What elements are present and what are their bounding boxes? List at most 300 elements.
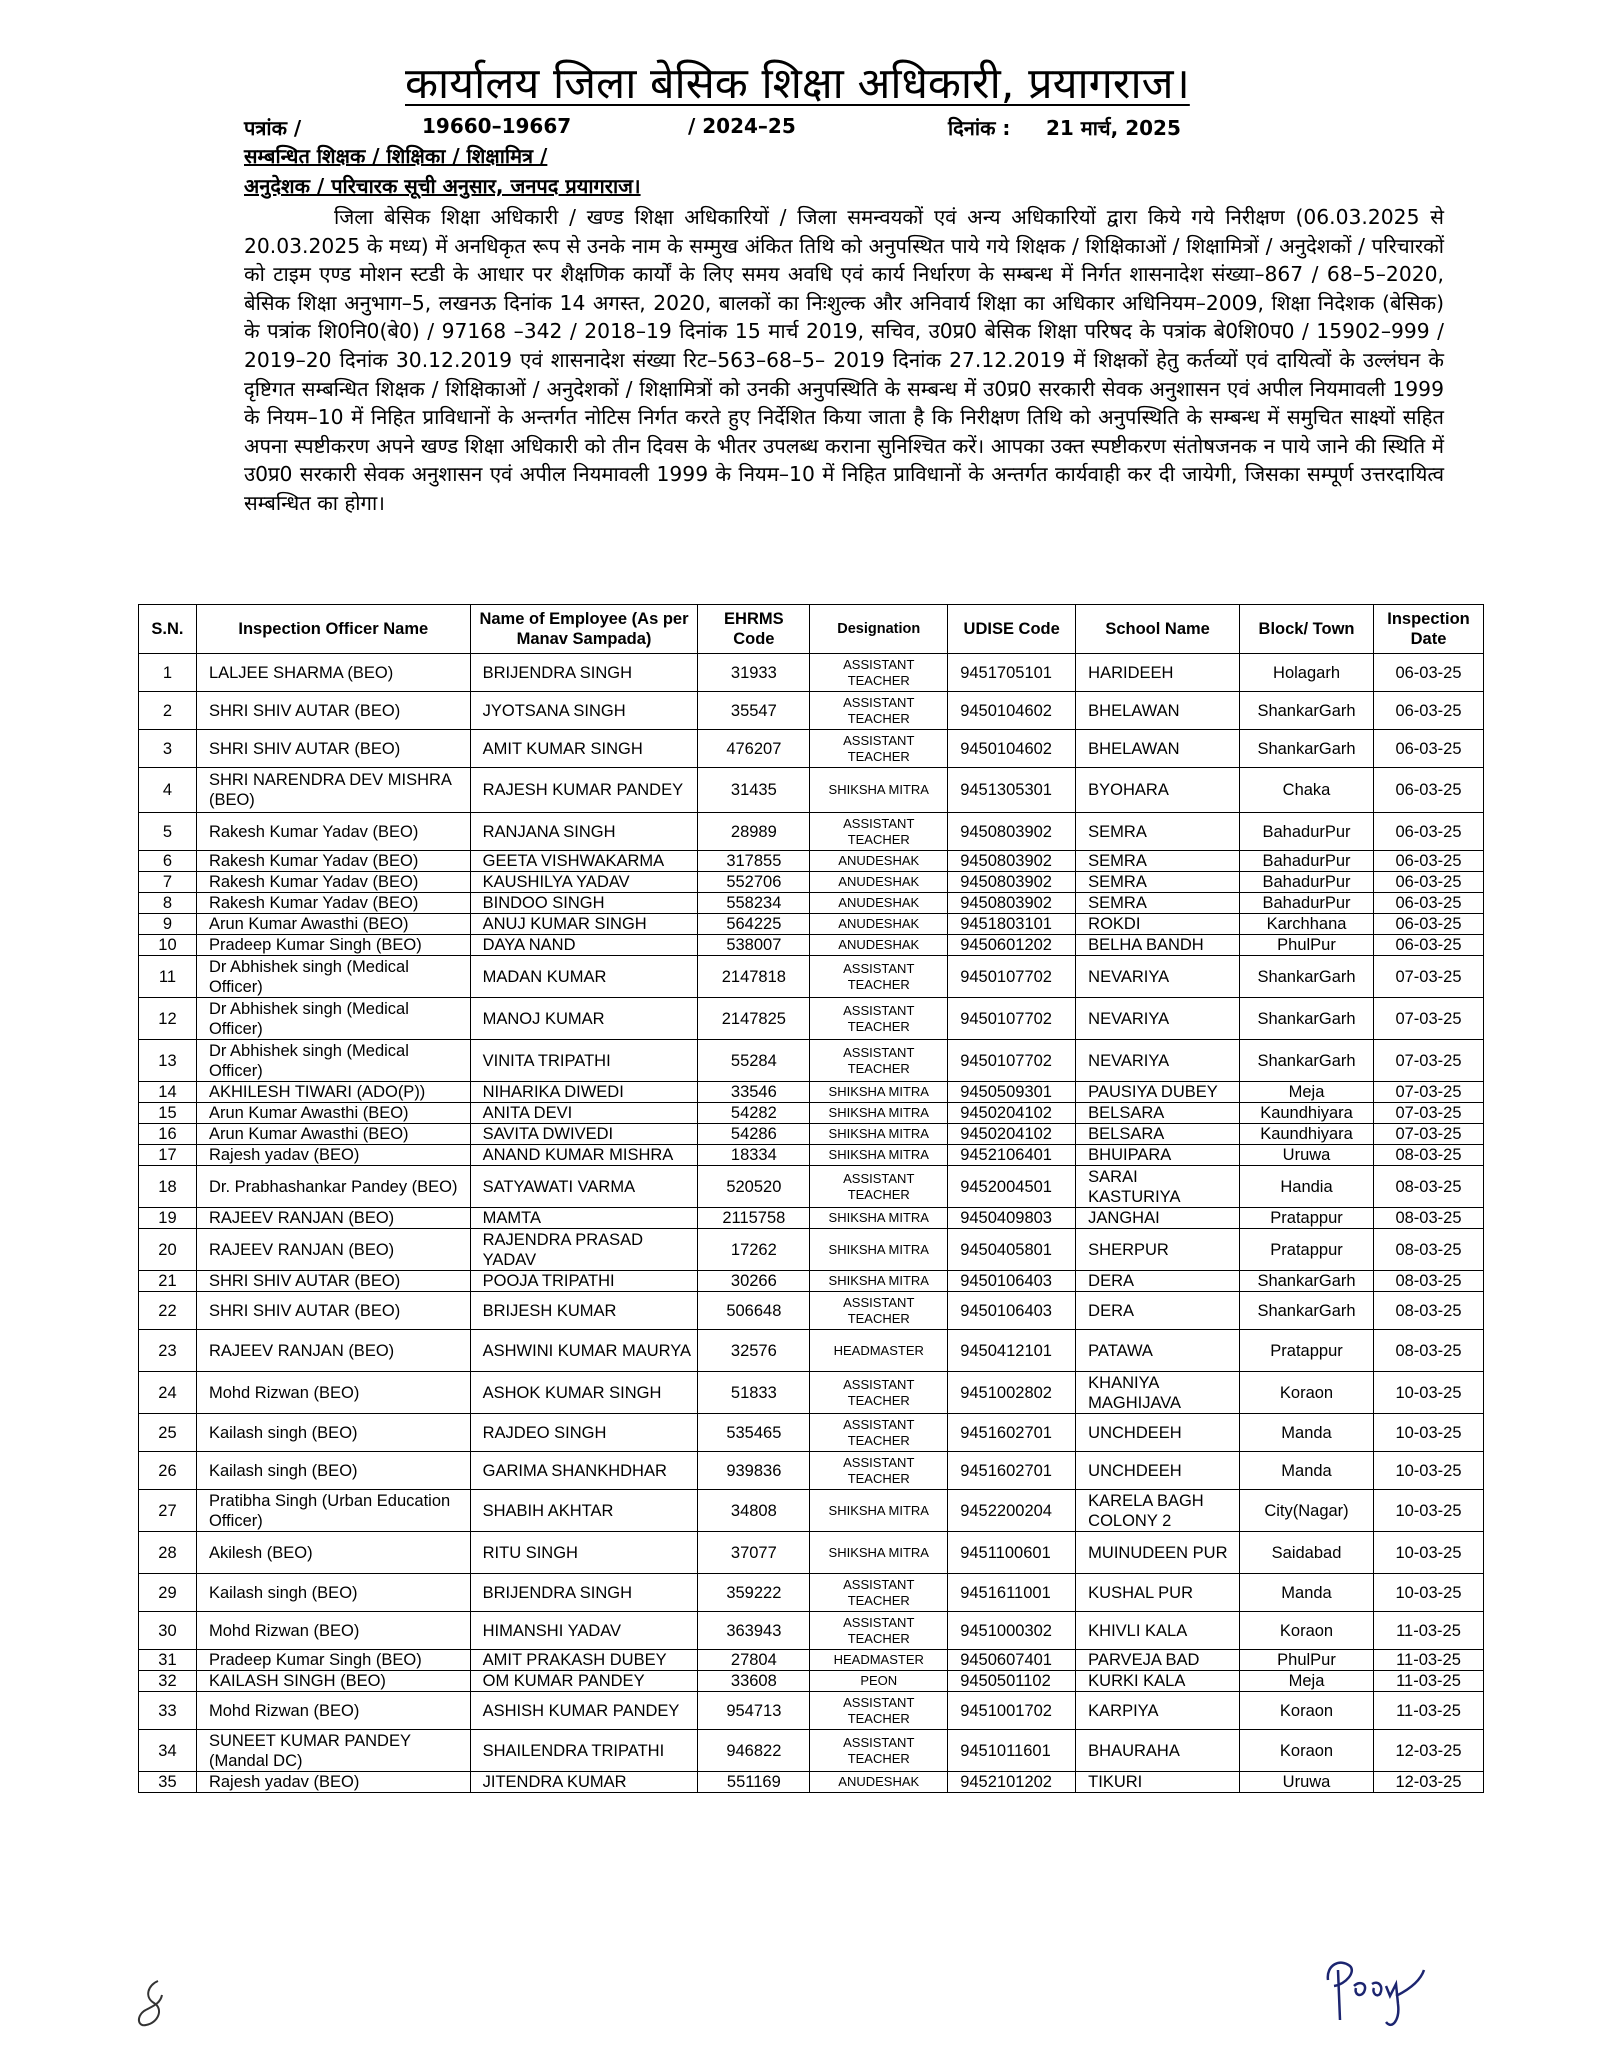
cell-ehrms: 55284 bbox=[698, 1040, 810, 1082]
cell-udise: 9451602701 bbox=[948, 1452, 1076, 1490]
cell-employee: SATYAWATI VARMA bbox=[470, 1166, 698, 1208]
cell-udise: 9450803902 bbox=[948, 893, 1076, 914]
cell-sn: 31 bbox=[139, 1650, 197, 1671]
cell-date: 12-03-25 bbox=[1373, 1772, 1483, 1793]
cell-ehrms: 31933 bbox=[698, 654, 810, 692]
cell-employee: AMIT PRAKASH DUBEY bbox=[470, 1650, 698, 1671]
table-row bbox=[139, 1082, 1484, 1103]
cell-school: KURKI KALA bbox=[1076, 1671, 1240, 1692]
cell-date: 06-03-25 bbox=[1373, 692, 1483, 730]
cell-officer: Rajesh yadav (BEO) bbox=[196, 1145, 470, 1166]
cell-udise: 9452101202 bbox=[948, 1772, 1076, 1793]
table-row bbox=[139, 1414, 1484, 1452]
cell-officer: Rakesh Kumar Yadav (BEO) bbox=[196, 851, 470, 872]
cell-block: ShankarGarh bbox=[1240, 1292, 1374, 1330]
cell-ehrms: 506648 bbox=[698, 1292, 810, 1330]
cell-ehrms: 2115758 bbox=[698, 1208, 810, 1229]
cell-school: SEMRA bbox=[1076, 813, 1240, 851]
table-row bbox=[139, 893, 1484, 914]
cell-designation: ANUDESHAK bbox=[810, 872, 948, 893]
cell-ehrms: 30266 bbox=[698, 1271, 810, 1292]
cell-udise: 9450107702 bbox=[948, 1040, 1076, 1082]
table-row bbox=[139, 1208, 1484, 1229]
cell-ehrms: 2147825 bbox=[698, 998, 810, 1040]
cell-block: Kaundhiyara bbox=[1240, 1103, 1374, 1124]
cell-block: Saidabad bbox=[1240, 1532, 1374, 1574]
table-header-row bbox=[139, 605, 1484, 654]
cell-ehrms: 32576 bbox=[698, 1330, 810, 1372]
table-row bbox=[139, 1372, 1484, 1414]
cell-ehrms: 37077 bbox=[698, 1532, 810, 1574]
cell-school: SEMRA bbox=[1076, 893, 1240, 914]
cell-sn: 1 bbox=[139, 654, 197, 692]
cell-school: DERA bbox=[1076, 1271, 1240, 1292]
cell-block: Holagarh bbox=[1240, 654, 1374, 692]
cell-officer: Rajesh yadav (BEO) bbox=[196, 1772, 470, 1793]
cell-officer: SHRI NARENDRA DEV MISHRA (BEO) bbox=[196, 768, 470, 813]
cell-block: PhulPur bbox=[1240, 1650, 1374, 1671]
cell-employee: SHAILENDRA TRIPATHI bbox=[470, 1730, 698, 1772]
officer-signature bbox=[1320, 1940, 1430, 2060]
cell-school: KHANIYA MAGHIJAVA bbox=[1076, 1372, 1240, 1414]
cell-officer: Arun Kumar Awasthi (BEO) bbox=[196, 1103, 470, 1124]
table-row bbox=[139, 1612, 1484, 1650]
table-row bbox=[139, 1145, 1484, 1166]
cell-employee: RANJANA SINGH bbox=[470, 813, 698, 851]
cell-ehrms: 2147818 bbox=[698, 956, 810, 998]
cell-designation: ASSISTANT TEACHER bbox=[810, 1040, 948, 1082]
cell-sn: 9 bbox=[139, 914, 197, 935]
table-row bbox=[139, 1532, 1484, 1574]
cell-block: Koraon bbox=[1240, 1730, 1374, 1772]
table-row bbox=[139, 1040, 1484, 1082]
absentee-table bbox=[138, 604, 1484, 1793]
cell-employee: SHABIH AKHTAR bbox=[470, 1490, 698, 1532]
table-row bbox=[139, 1271, 1484, 1292]
cell-officer: SHRI SHIV AUTAR (BEO) bbox=[196, 1292, 470, 1330]
table-row bbox=[139, 1229, 1484, 1271]
cell-officer: Mohd Rizwan (BEO) bbox=[196, 1692, 470, 1730]
cell-ehrms: 33546 bbox=[698, 1082, 810, 1103]
col-header-ehrms: EHRMS Code bbox=[698, 605, 810, 654]
cell-ehrms: 552706 bbox=[698, 872, 810, 893]
cell-udise: 9451705101 bbox=[948, 654, 1076, 692]
cell-employee: OM KUMAR PANDEY bbox=[470, 1671, 698, 1692]
cell-date: 11-03-25 bbox=[1373, 1650, 1483, 1671]
cell-designation: ASSISTANT TEACHER bbox=[810, 692, 948, 730]
cell-block: Koraon bbox=[1240, 1612, 1374, 1650]
cell-sn: 8 bbox=[139, 893, 197, 914]
table-row bbox=[139, 914, 1484, 935]
cell-designation: ASSISTANT TEACHER bbox=[810, 1730, 948, 1772]
cell-school: KARPIYA bbox=[1076, 1692, 1240, 1730]
notice-body: जिला बेसिक शिक्षा अधिकारी / खण्ड शिक्षा अधिकारियों / जिला समन्वयकों एवं अन्य अधिकारियों द्वारा किये गये निरीक्षण (06.03.2025 से 20.03.2025 के मध्य) में अनधिकृत रूप से उनके नाम के सम्मुख अंकित तिथि को अनुपस्थित पाये गये शिक्षक / शिक्षिकाओं / शिक्षामित्रों / अनुदेशकों / परिचारकों को टाइम एण्ड मोशन स्टडी के आधार पर शैक्षणिक कार्यों के लिए समय अवधि एवं कार्य निर्धारण के सम्बन्ध में निर्गत शासनादेश संख्या–867 / 68–5–2020, बेसिक शिक्षा अनुभाग–5, लखनऊ दिनांक 14 अगस्त, 2020, बालकों का निःशुल्क और अनिवार्य शिक्षा का अधिकार अधिनियम–2009, शिक्षा निदेशक (बेसिक) के पत्रांक शि0नि0(बे0) / 97168 –342 / 2018–19 दिनांक 15 मार्च 2019, सचिव, उ0प्र0 बेसिक शिक्षा परिषद के पत्रांक बे0शि0प0 / 15902–999 / 2019–20 दिनांक 30.12.2019 एवं शासनादेश संख्या रिट–563–68–5– 2019 दिनांक 27.12.2019 में शिक्षकों हेतु कर्तव्यों एवं दायित्वों के उल्लंघन के दृष्टिगत सम्बन्धित शिक्षक / शिक्षिकाओं / अनुदेशकों / शिक्षामित्रों को उनकी अनुपस्थिति के सम्बन्ध में उ0प्र0 सरकारी सेवक अनुशासन एवं अपील नियमावली 1999 के नियम–10 में निहित प्राविधानों के अन्तर्गत नोटिस निर्गत करते हुए निर्देशित किया जाता है कि निरीक्षण तिथि को अनुपस्थिति के सम्बन्ध में समुचित साक्ष्यों सहित अपना स्पष्टीकरण अपने खण्ड शिक्षा अधिकारी को तीन दिवस के भीतर उपलब्ध कराना सुनिश्चित करें। आपका उक्त स्पष्टीकरण संतोषजनक न पाये जाने की स्थिति में उ0प्र0 सरकारी सेवक अनुशासन एवं अपील नियमावली 1999 के नियम–10 में निहित प्राविधानों के अन्तर्गत कार्यवाही कर दी जायेगी, जिसका सम्पूर्ण उत्तरदायित्व सम्बन्धित का होगा। bbox=[244, 205, 1444, 515]
cell-date: 10-03-25 bbox=[1373, 1490, 1483, 1532]
table-row bbox=[139, 1650, 1484, 1671]
cell-employee: BRIJESH KUMAR bbox=[470, 1292, 698, 1330]
cell-designation: SHIKSHA MITRA bbox=[810, 1271, 948, 1292]
cell-block: Uruwa bbox=[1240, 1145, 1374, 1166]
cell-employee: RAJESH KUMAR PANDEY bbox=[470, 768, 698, 813]
cell-employee: HIMANSHI YADAV bbox=[470, 1612, 698, 1650]
cell-block: ShankarGarh bbox=[1240, 692, 1374, 730]
cell-officer: SUNEET KUMAR PANDEY (Mandal DC) bbox=[196, 1730, 470, 1772]
cell-sn: 10 bbox=[139, 935, 197, 956]
cell-date: 10-03-25 bbox=[1373, 1532, 1483, 1574]
table-row bbox=[139, 1772, 1484, 1793]
cell-ehrms: 946822 bbox=[698, 1730, 810, 1772]
cell-designation: SHIKSHA MITRA bbox=[810, 1208, 948, 1229]
cell-sn: 29 bbox=[139, 1574, 197, 1612]
col-header-sn: S.N. bbox=[139, 605, 197, 654]
cell-udise: 9450106403 bbox=[948, 1292, 1076, 1330]
cell-udise: 9450204102 bbox=[948, 1103, 1076, 1124]
cell-ehrms: 939836 bbox=[698, 1452, 810, 1490]
cell-officer: Rakesh Kumar Yadav (BEO) bbox=[196, 893, 470, 914]
cell-sn: 14 bbox=[139, 1082, 197, 1103]
ref-year: / 2024–25 bbox=[688, 114, 796, 138]
cell-block: Manda bbox=[1240, 1452, 1374, 1490]
cell-employee: ASHOK KUMAR SINGH bbox=[470, 1372, 698, 1414]
cell-designation: SHIKSHA MITRA bbox=[810, 1145, 948, 1166]
cell-ehrms: 476207 bbox=[698, 730, 810, 768]
cell-sn: 13 bbox=[139, 1040, 197, 1082]
initial-mark bbox=[128, 1975, 178, 2035]
cell-block: Koraon bbox=[1240, 1692, 1374, 1730]
cell-date: 06-03-25 bbox=[1373, 872, 1483, 893]
cell-block: Pratappur bbox=[1240, 1330, 1374, 1372]
cell-ehrms: 54282 bbox=[698, 1103, 810, 1124]
cell-block: Meja bbox=[1240, 1082, 1374, 1103]
cell-sn: 33 bbox=[139, 1692, 197, 1730]
table-row bbox=[139, 1103, 1484, 1124]
table-row bbox=[139, 654, 1484, 692]
cell-school: KUSHAL PUR bbox=[1076, 1574, 1240, 1612]
cell-employee: ASHWINI KUMAR MAURYA bbox=[470, 1330, 698, 1372]
cell-designation: ASSISTANT TEACHER bbox=[810, 1166, 948, 1208]
cell-ehrms: 27804 bbox=[698, 1650, 810, 1671]
table-row bbox=[139, 813, 1484, 851]
cell-employee: JITENDRA KUMAR bbox=[470, 1772, 698, 1793]
cell-designation: ANUDESHAK bbox=[810, 893, 948, 914]
cell-date: 08-03-25 bbox=[1373, 1292, 1483, 1330]
cell-officer: KAILASH SINGH (BEO) bbox=[196, 1671, 470, 1692]
table-row bbox=[139, 1671, 1484, 1692]
cell-udise: 9451100601 bbox=[948, 1532, 1076, 1574]
cell-date: 12-03-25 bbox=[1373, 1730, 1483, 1772]
cell-block: ShankarGarh bbox=[1240, 1040, 1374, 1082]
cell-ehrms: 33608 bbox=[698, 1671, 810, 1692]
cell-udise: 9450509301 bbox=[948, 1082, 1076, 1103]
cell-date: 11-03-25 bbox=[1373, 1671, 1483, 1692]
table-row bbox=[139, 1166, 1484, 1208]
cell-block: ShankarGarh bbox=[1240, 1271, 1374, 1292]
cell-udise: 9450501102 bbox=[948, 1671, 1076, 1692]
cell-date: 08-03-25 bbox=[1373, 1271, 1483, 1292]
cell-employee: VINITA TRIPATHI bbox=[470, 1040, 698, 1082]
cell-date: 11-03-25 bbox=[1373, 1692, 1483, 1730]
table-row bbox=[139, 1574, 1484, 1612]
cell-date: 07-03-25 bbox=[1373, 1040, 1483, 1082]
cell-block: Manda bbox=[1240, 1574, 1374, 1612]
cell-date: 10-03-25 bbox=[1373, 1574, 1483, 1612]
cell-ehrms: 954713 bbox=[698, 1692, 810, 1730]
cell-block: Pratappur bbox=[1240, 1208, 1374, 1229]
table-row bbox=[139, 998, 1484, 1040]
cell-udise: 9450803902 bbox=[948, 813, 1076, 851]
cell-sn: 6 bbox=[139, 851, 197, 872]
cell-officer: RAJEEV RANJAN (BEO) bbox=[196, 1330, 470, 1372]
cell-officer: Dr Abhishek singh (Medical Officer) bbox=[196, 1040, 470, 1082]
cell-designation: SHIKSHA MITRA bbox=[810, 1229, 948, 1271]
cell-udise: 9451001702 bbox=[948, 1692, 1076, 1730]
cell-designation: ASSISTANT TEACHER bbox=[810, 730, 948, 768]
table-row bbox=[139, 935, 1484, 956]
cell-school: KARELA BAGH COLONY 2 bbox=[1076, 1490, 1240, 1532]
subject-line-2: अनुदेशक / परिचारक सूची अनुसार, जनपद प्रयागराज। bbox=[244, 174, 641, 198]
table-row bbox=[139, 851, 1484, 872]
cell-sn: 12 bbox=[139, 998, 197, 1040]
cell-block: Pratappur bbox=[1240, 1229, 1374, 1271]
cell-date: 06-03-25 bbox=[1373, 730, 1483, 768]
cell-designation: ANUDESHAK bbox=[810, 935, 948, 956]
cell-ehrms: 564225 bbox=[698, 914, 810, 935]
cell-sn: 34 bbox=[139, 1730, 197, 1772]
cell-udise: 9450803902 bbox=[948, 872, 1076, 893]
cell-block: Kaundhiyara bbox=[1240, 1124, 1374, 1145]
cell-employee: BINDOO SINGH bbox=[470, 893, 698, 914]
cell-ehrms: 34808 bbox=[698, 1490, 810, 1532]
cell-designation: SHIKSHA MITRA bbox=[810, 1082, 948, 1103]
table-row bbox=[139, 730, 1484, 768]
date-value: 21 मार्च, 2025 bbox=[1046, 116, 1181, 140]
cell-block: BahadurPur bbox=[1240, 851, 1374, 872]
cell-school: BYOHARA bbox=[1076, 768, 1240, 813]
cell-udise: 9451011601 bbox=[948, 1730, 1076, 1772]
cell-sn: 25 bbox=[139, 1414, 197, 1452]
cell-ehrms: 17262 bbox=[698, 1229, 810, 1271]
cell-sn: 24 bbox=[139, 1372, 197, 1414]
cell-designation: ASSISTANT TEACHER bbox=[810, 1452, 948, 1490]
cell-officer: Dr. Prabhashankar Pandey (BEO) bbox=[196, 1166, 470, 1208]
cell-date: 08-03-25 bbox=[1373, 1229, 1483, 1271]
cell-employee: POOJA TRIPATHI bbox=[470, 1271, 698, 1292]
cell-school: KHIVLI KALA bbox=[1076, 1612, 1240, 1650]
cell-employee: SAVITA DWIVEDI bbox=[470, 1124, 698, 1145]
col-header-school: School Name bbox=[1076, 605, 1240, 654]
cell-block: BahadurPur bbox=[1240, 872, 1374, 893]
cell-employee: RITU SINGH bbox=[470, 1532, 698, 1574]
cell-date: 06-03-25 bbox=[1373, 654, 1483, 692]
cell-date: 07-03-25 bbox=[1373, 956, 1483, 998]
cell-employee: NIHARIKA DIWEDI bbox=[470, 1082, 698, 1103]
cell-officer: SHRI SHIV AUTAR (BEO) bbox=[196, 730, 470, 768]
cell-officer: Kailash singh (BEO) bbox=[196, 1414, 470, 1452]
cell-school: UNCHDEEH bbox=[1076, 1414, 1240, 1452]
cell-udise: 9451305301 bbox=[948, 768, 1076, 813]
cell-designation: ASSISTANT TEACHER bbox=[810, 1372, 948, 1414]
cell-udise: 9450106403 bbox=[948, 1271, 1076, 1292]
cell-block: BahadurPur bbox=[1240, 813, 1374, 851]
cell-block: Koraon bbox=[1240, 1372, 1374, 1414]
cell-date: 07-03-25 bbox=[1373, 998, 1483, 1040]
office-title: कार्यालय जिला बेसिक शिक्षा अधिकारी, प्रयागराज। bbox=[405, 59, 1190, 109]
cell-school: UNCHDEEH bbox=[1076, 1452, 1240, 1490]
cell-school: BHELAWAN bbox=[1076, 730, 1240, 768]
cell-sn: 2 bbox=[139, 692, 197, 730]
cell-sn: 11 bbox=[139, 956, 197, 998]
cell-officer: Rakesh Kumar Yadav (BEO) bbox=[196, 872, 470, 893]
cell-school: PATAWA bbox=[1076, 1330, 1240, 1372]
cell-school: JANGHAI bbox=[1076, 1208, 1240, 1229]
cell-officer: Arun Kumar Awasthi (BEO) bbox=[196, 1124, 470, 1145]
cell-school: SARAI KASTURIYA bbox=[1076, 1166, 1240, 1208]
cell-employee: ASHISH KUMAR PANDEY bbox=[470, 1692, 698, 1730]
table-row bbox=[139, 1124, 1484, 1145]
ref-label: पत्रांक / bbox=[244, 116, 302, 140]
table-row bbox=[139, 1490, 1484, 1532]
cell-udise: 9452004501 bbox=[948, 1166, 1076, 1208]
cell-sn: 16 bbox=[139, 1124, 197, 1145]
cell-school: NEVARIYA bbox=[1076, 1040, 1240, 1082]
cell-school: BELSARA bbox=[1076, 1103, 1240, 1124]
cell-udise: 9450104602 bbox=[948, 730, 1076, 768]
cell-designation: ANUDESHAK bbox=[810, 851, 948, 872]
cell-udise: 9452200204 bbox=[948, 1490, 1076, 1532]
cell-officer: SHRI SHIV AUTAR (BEO) bbox=[196, 1271, 470, 1292]
cell-officer: RAJEEV RANJAN (BEO) bbox=[196, 1208, 470, 1229]
cell-block: City(Nagar) bbox=[1240, 1490, 1374, 1532]
cell-block: Uruwa bbox=[1240, 1772, 1374, 1793]
table-row bbox=[139, 1330, 1484, 1372]
cell-officer: AKHILESH TIWARI (ADO(P)) bbox=[196, 1082, 470, 1103]
cell-date: 07-03-25 bbox=[1373, 1103, 1483, 1124]
cell-officer: Rakesh Kumar Yadav (BEO) bbox=[196, 813, 470, 851]
cell-school: BHELAWAN bbox=[1076, 692, 1240, 730]
cell-designation: HEADMASTER bbox=[810, 1330, 948, 1372]
cell-sn: 17 bbox=[139, 1145, 197, 1166]
cell-employee: ANUJ KUMAR SINGH bbox=[470, 914, 698, 935]
cell-employee: JYOTSANA SINGH bbox=[470, 692, 698, 730]
cell-designation: ANUDESHAK bbox=[810, 914, 948, 935]
cell-employee: AMIT KUMAR SINGH bbox=[470, 730, 698, 768]
cell-school: DERA bbox=[1076, 1292, 1240, 1330]
col-header-employee: Name of Employee (As per Manav Sampada) bbox=[470, 605, 698, 654]
cell-block: ShankarGarh bbox=[1240, 730, 1374, 768]
cell-officer: Mohd Rizwan (BEO) bbox=[196, 1372, 470, 1414]
cell-sn: 18 bbox=[139, 1166, 197, 1208]
cell-employee: BRIJENDRA SINGH bbox=[470, 654, 698, 692]
cell-udise: 9450204102 bbox=[948, 1124, 1076, 1145]
cell-date: 10-03-25 bbox=[1373, 1372, 1483, 1414]
cell-school: SEMRA bbox=[1076, 851, 1240, 872]
cell-designation: SHIKSHA MITRA bbox=[810, 1124, 948, 1145]
cell-employee: ANAND KUMAR MISHRA bbox=[470, 1145, 698, 1166]
cell-udise: 9450409803 bbox=[948, 1208, 1076, 1229]
cell-employee: GEETA VISHWAKARMA bbox=[470, 851, 698, 872]
cell-date: 07-03-25 bbox=[1373, 1124, 1483, 1145]
cell-date: 06-03-25 bbox=[1373, 813, 1483, 851]
ref-number: 19660–19667 bbox=[422, 114, 572, 138]
cell-udise: 9451602701 bbox=[948, 1414, 1076, 1452]
cell-school: BHAURAHA bbox=[1076, 1730, 1240, 1772]
cell-employee: RAJDEO SINGH bbox=[470, 1414, 698, 1452]
cell-sn: 26 bbox=[139, 1452, 197, 1490]
cell-date: 07-03-25 bbox=[1373, 1082, 1483, 1103]
table-row bbox=[139, 692, 1484, 730]
cell-designation: ASSISTANT TEACHER bbox=[810, 1692, 948, 1730]
cell-ehrms: 558234 bbox=[698, 893, 810, 914]
cell-school: NEVARIYA bbox=[1076, 956, 1240, 998]
cell-employee: ANITA DEVI bbox=[470, 1103, 698, 1124]
cell-officer: Kailash singh (BEO) bbox=[196, 1574, 470, 1612]
cell-school: PAUSIYA DUBEY bbox=[1076, 1082, 1240, 1103]
cell-udise: 9451611001 bbox=[948, 1574, 1076, 1612]
cell-date: 06-03-25 bbox=[1373, 851, 1483, 872]
cell-designation: ASSISTANT TEACHER bbox=[810, 1574, 948, 1612]
cell-officer: Pradeep Kumar Singh (BEO) bbox=[196, 935, 470, 956]
cell-block: ShankarGarh bbox=[1240, 956, 1374, 998]
cell-officer: Dr Abhishek singh (Medical Officer) bbox=[196, 956, 470, 998]
cell-ehrms: 31435 bbox=[698, 768, 810, 813]
cell-employee: DAYA NAND bbox=[470, 935, 698, 956]
cell-date: 10-03-25 bbox=[1373, 1414, 1483, 1452]
cell-sn: 4 bbox=[139, 768, 197, 813]
cell-school: TIKURI bbox=[1076, 1772, 1240, 1793]
cell-designation: SHIKSHA MITRA bbox=[810, 1490, 948, 1532]
table-row bbox=[139, 1730, 1484, 1772]
table-row bbox=[139, 1292, 1484, 1330]
cell-date: 11-03-25 bbox=[1373, 1612, 1483, 1650]
cell-sn: 22 bbox=[139, 1292, 197, 1330]
cell-school: PARVEJA BAD bbox=[1076, 1650, 1240, 1671]
cell-ehrms: 51833 bbox=[698, 1372, 810, 1414]
cell-school: BELHA BANDH bbox=[1076, 935, 1240, 956]
cell-udise: 9450803902 bbox=[948, 851, 1076, 872]
cell-date: 06-03-25 bbox=[1373, 914, 1483, 935]
cell-officer: Pratibha Singh (Urban Education Officer) bbox=[196, 1490, 470, 1532]
cell-school: HARIDEEH bbox=[1076, 654, 1240, 692]
cell-sn: 19 bbox=[139, 1208, 197, 1229]
table-row bbox=[139, 1692, 1484, 1730]
cell-school: ROKDI bbox=[1076, 914, 1240, 935]
cell-date: 08-03-25 bbox=[1373, 1166, 1483, 1208]
cell-employee: GARIMA SHANKHDHAR bbox=[470, 1452, 698, 1490]
cell-sn: 32 bbox=[139, 1671, 197, 1692]
cell-designation: ASSISTANT TEACHER bbox=[810, 956, 948, 998]
cell-ehrms: 535465 bbox=[698, 1414, 810, 1452]
cell-designation: ASSISTANT TEACHER bbox=[810, 813, 948, 851]
cell-sn: 20 bbox=[139, 1229, 197, 1271]
cell-school: MUINUDEEN PUR bbox=[1076, 1532, 1240, 1574]
cell-school: NEVARIYA bbox=[1076, 998, 1240, 1040]
cell-school: SEMRA bbox=[1076, 872, 1240, 893]
cell-school: SHERPUR bbox=[1076, 1229, 1240, 1271]
cell-udise: 9451000302 bbox=[948, 1612, 1076, 1650]
subject-line-1: सम्बन्धित शिक्षक / शिक्षिका / शिक्षामित्र / bbox=[244, 144, 548, 168]
cell-officer: Arun Kumar Awasthi (BEO) bbox=[196, 914, 470, 935]
cell-school: BELSARA bbox=[1076, 1124, 1240, 1145]
cell-employee: MAMTA bbox=[470, 1208, 698, 1229]
cell-date: 06-03-25 bbox=[1373, 935, 1483, 956]
cell-designation: ASSISTANT TEACHER bbox=[810, 1414, 948, 1452]
cell-sn: 21 bbox=[139, 1271, 197, 1292]
cell-block: Chaka bbox=[1240, 768, 1374, 813]
cell-officer: LALJEE SHARMA (BEO) bbox=[196, 654, 470, 692]
cell-date: 08-03-25 bbox=[1373, 1208, 1483, 1229]
cell-sn: 5 bbox=[139, 813, 197, 851]
cell-udise: 9450107702 bbox=[948, 998, 1076, 1040]
